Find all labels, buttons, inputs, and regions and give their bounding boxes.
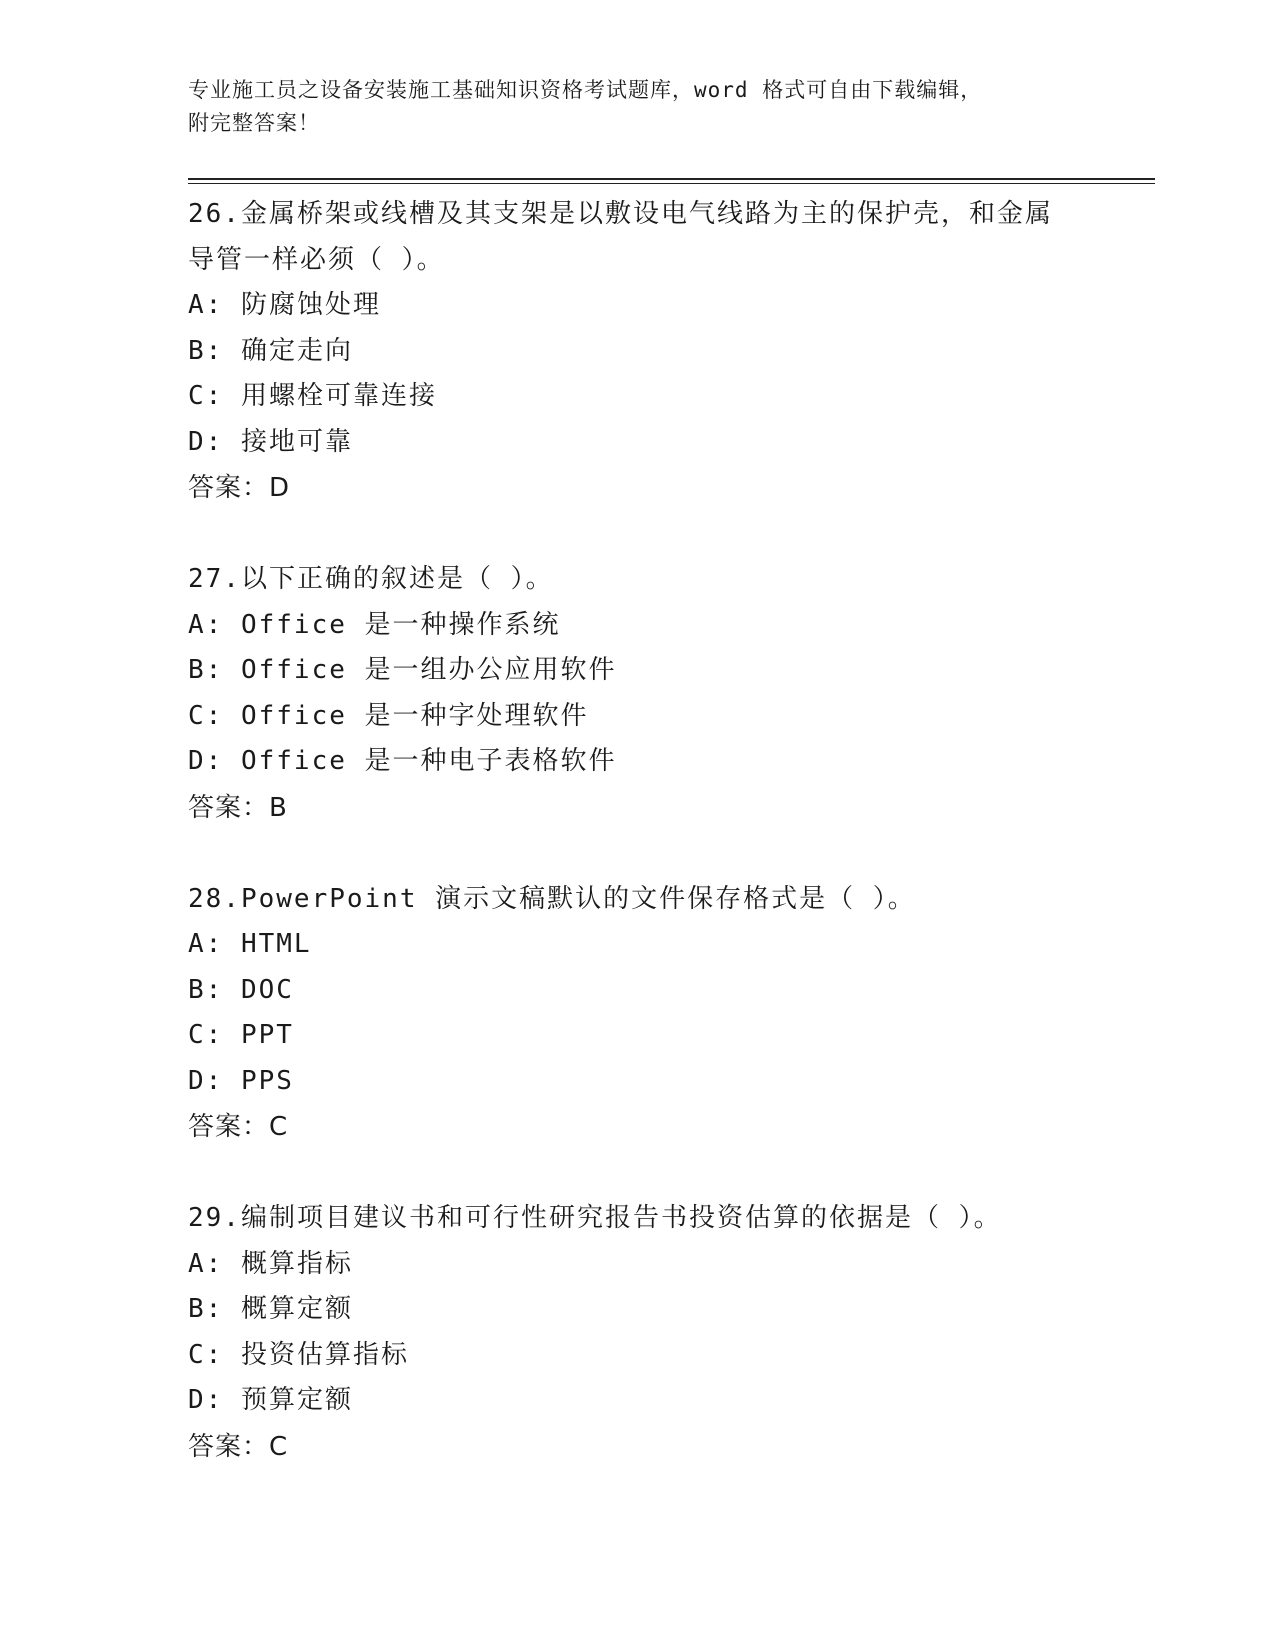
option-a: A: 防腐蚀处理 [188,290,381,320]
option-b: B: DOC [188,974,294,1005]
question-28 [188,877,1148,1151]
answer-line: 答案：C [188,1112,289,1142]
option-c: C: Office 是一种字处理软件 [188,700,589,731]
option-d: D: PPS [188,1065,294,1096]
option-d: D: Office 是一种电子表格软件 [188,746,617,776]
option-a: A: 概算指标 [188,1248,353,1279]
option-c: C: 投资估算指标 [188,1339,409,1370]
header-line-1: 专业施工员之设备安装施工基础知识资格考试题库，word 格式可自由下载编辑， [188,78,983,102]
header-divider-thin [188,183,1155,184]
option-b: B: 确定走向 [188,335,353,366]
option-d: D: 预算定额 [188,1385,353,1415]
option-a: A: HTML [188,929,312,959]
header-line-2: 附完整答案！ [188,111,320,135]
question-stem: 26.金属桥架或线槽及其支架是以敷设电气线路为主的保护壳，和金属 [188,199,1053,229]
question-stem-continued: 导管一样必须（ ）。 [188,244,445,275]
answer-line: 答案：B [188,792,288,823]
question-stem: 29.编制项目建议书和可行性研究报告书投资估算的依据是（ ）。 [188,1203,1002,1233]
question-29 [188,1196,1148,1470]
option-b: B: Office 是一组办公应用软件 [188,655,617,685]
option-a: A: Office 是一种操作系统 [188,609,561,640]
question-stem: 28.PowerPoint 演示文稿默认的文件保存格式是（ ）。 [188,883,916,914]
answer-line: 答案：D [188,473,291,503]
answer-line: 答案：C [188,1431,289,1462]
document-header [188,74,1088,140]
header-divider [188,178,1155,180]
option-c: C: PPT [188,1020,294,1050]
option-b: B: 概算定额 [188,1294,353,1324]
option-d: D: 接地可靠 [188,426,353,457]
option-c: C: 用螺栓可靠连接 [188,381,437,411]
question-stem: 27.以下正确的叙述是（ ）。 [188,564,554,594]
question-list [188,192,1148,1516]
question-27 [188,557,1148,831]
question-26 [188,192,1148,511]
